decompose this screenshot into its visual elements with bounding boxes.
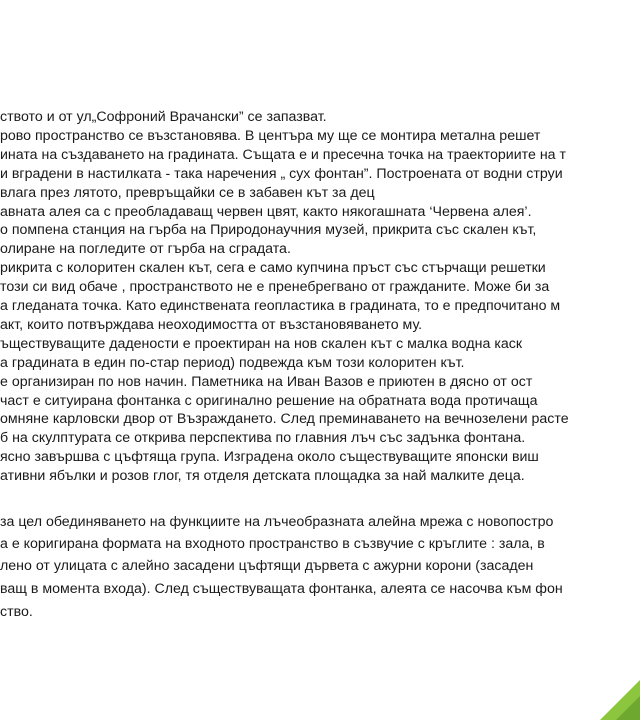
text-line-23: а е коригирана формата на входното пространство в съзвучие с кръглите : зала, в: [0, 536, 545, 552]
text-line-5: влага през лятото, превръщайки се в забавен кът за дец: [0, 184, 375, 201]
text-line-3: ината на създаването на градината. Същата е и пресечна точка на траекториите на т: [0, 146, 566, 163]
text-line-16: част е ситуирана фонтанка с оригинално решение на обратната вода протичаща: [0, 392, 538, 409]
text-line-1: ството и от ул„Софроний Врачански” се запазват.: [0, 109, 327, 125]
text-line-17: омняне карловски двор от Възраждането. След преминаването на вечнозелени расте: [0, 411, 569, 428]
text-line-2: рово пространство се възстановява. В центъра му ще се монтира метална решет: [0, 127, 541, 144]
text-line-7: о помпена станция на гърба на Природонаучния музей, прикрита със скален кът,: [0, 222, 537, 239]
text-line-8: олиране на погледите от гърба на сградата.: [0, 241, 291, 258]
text-line-14: а градината в един по-стар период) подвежда към този колоритен кът.: [0, 354, 465, 371]
text-line-10: този си вид обаче , пространството не е пренебрегвано от гражданите. Може би за: [0, 279, 550, 296]
text-line-6: авната алея са с преобладаващ червен цвят, както някогашната ‘Червена алея’.: [0, 203, 532, 220]
text-line-4: и вградени в настилката - така наречения „ сух фонтан”. Построената от водни струи: [0, 165, 563, 182]
text-line-13: ъществуващите дадености е проектиран на нов скален кът с малка водна каск: [0, 335, 523, 352]
text-line-12: акт, които потвърждава неоходимостта от възстановяването му.: [0, 316, 423, 333]
text-line-22: за цел обединяването на функциите на лъчеобразната алейна мрежа с новопостро: [0, 514, 554, 530]
text-line-15: е организиран по нов начин. Паметника на Иван Вазов е приютен в дясно от ост: [0, 373, 533, 390]
text-line-20: ативни ябълки и розов глог, тя отделя детската площадка за най малките деца.: [0, 468, 525, 485]
text-line-18: б на скулптурата се открива перспектива по главния лъч със задънка фонтана.: [0, 430, 526, 447]
text-line-9: рикрита с колоритен скален кът, сега е само купчина пръст със стърчащи решетки: [0, 260, 546, 277]
text-line-26: ство.: [0, 604, 33, 620]
text-line-24: лено от улицата с алейно засадени цъфтящи дървета с ажурни корони (засаден: [0, 558, 534, 574]
text-line-19: ясно завършва с цъфтяща група. Изградена около съществуващите японски виш: [0, 449, 539, 466]
text-line-11: а гледаната точка. Като единствената геопластика в градината, то е предпочитано м: [0, 298, 561, 314]
text-line-25: ващ в момента входа). След съществуващата фонтанка, алеята се насочва към фон: [0, 581, 563, 597]
corner-decoration: [592, 672, 640, 720]
